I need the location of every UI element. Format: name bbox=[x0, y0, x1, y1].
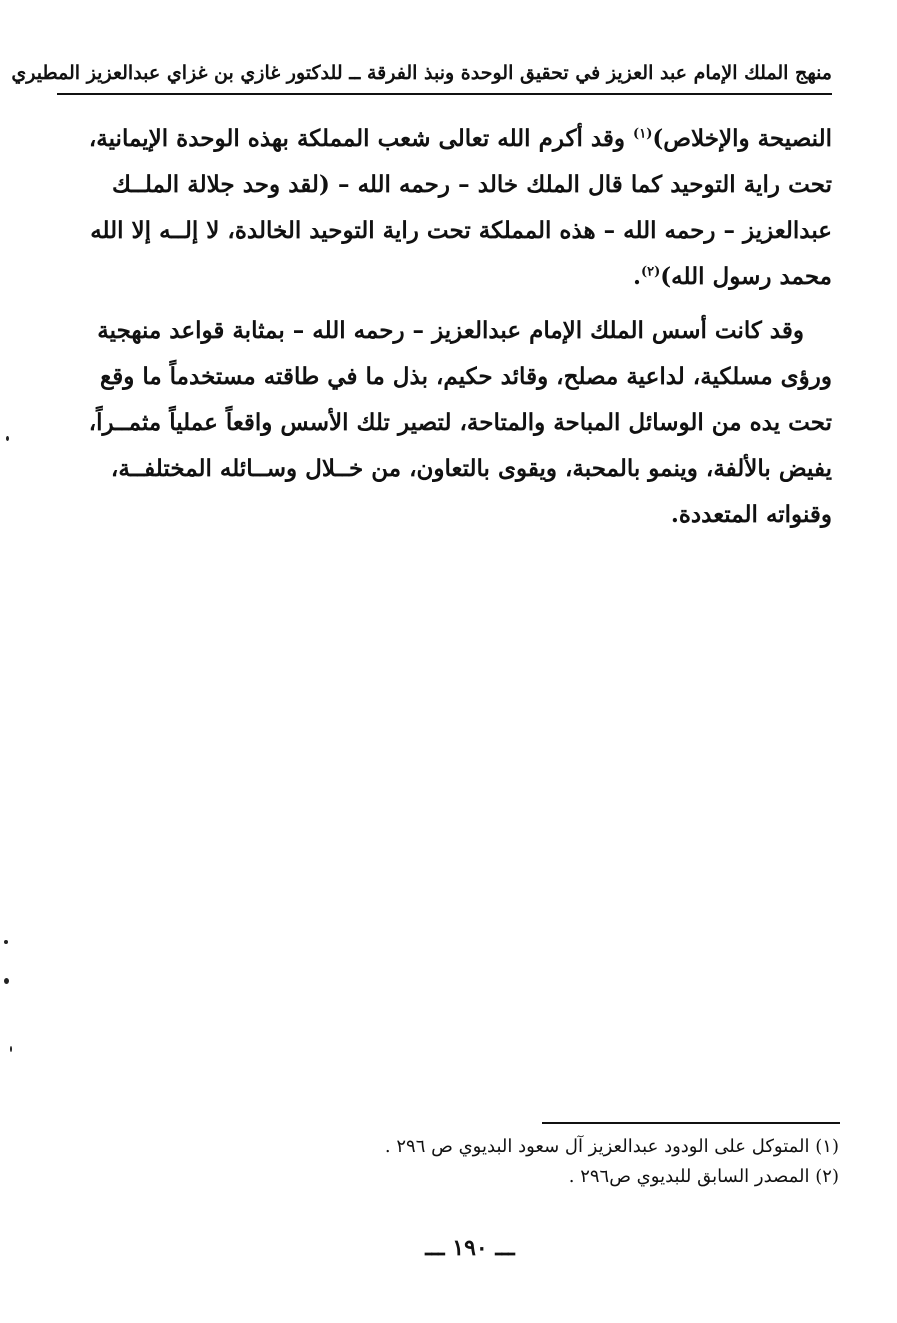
footnotes bbox=[279, 1132, 839, 1192]
scan-speck bbox=[10, 1046, 12, 1052]
footnote-2: (٢) المصدر السابق للبديوي ص٢٩٦ . bbox=[568, 1166, 839, 1187]
paragraph-1 bbox=[88, 116, 832, 300]
running-header: منهج الملك الإمام عبد العزيز في تحقيق الوحدة ونبذ الفرقة ــ للدكتور غازي بن غزاي عبدالعزيز المطيري bbox=[11, 62, 832, 84]
text-line: تحت يده من الوسائل المباحة والمتاحة، لتصير تلك الأسس واقعاً عملياً مثمــراً، bbox=[88, 409, 832, 436]
text-line: محمد رسول الله)$^{(٢)}$. bbox=[632, 263, 832, 290]
footnote-ref: (١) bbox=[633, 126, 653, 142]
text-line: يفيض بالألفة، وينمو بالمحبة، ويقوى بالتعاون، من خــلال وســائله المختلفــة، bbox=[110, 455, 832, 482]
footnote-ref: (٢) bbox=[640, 264, 661, 280]
scan-speck bbox=[6, 436, 9, 441]
body-text bbox=[88, 116, 832, 546]
text-line: ورؤى مسلكية، لداعية مصلح، وقائد حكيم، بذل ما في طاقته مستخدماً ما وقع bbox=[99, 363, 832, 390]
paragraph-2 bbox=[88, 308, 832, 538]
scan-speck bbox=[4, 940, 8, 944]
text-line: وقد كانت أسس الملك الإمام عبدالعزيز – رحمه الله – بمثابة قواعد منهجية bbox=[97, 317, 804, 344]
footnote-divider bbox=[542, 1122, 840, 1124]
scan-speck bbox=[4, 978, 9, 984]
text-line: النصيحة والإخلاص)$^{(١)}$ وقد أكرم الله تعالى شعب المملكة بهذه الوحدة الإيمانية، bbox=[88, 125, 832, 152]
text-line: عبدالعزيز – رحمه الله – هذه المملكة تحت راية التوحيد الخالدة، لا إلــه إلا الله bbox=[90, 217, 832, 244]
page-number: ـــ ١٩٠ ـــ bbox=[425, 1235, 515, 1261]
footnote-1: (١) المتوكل على الودود عبدالعزيز آل سعود البديوي ص ٢٩٦ . bbox=[384, 1136, 839, 1157]
header-divider bbox=[57, 93, 832, 95]
text-line: وقنواته المتعددة. bbox=[670, 501, 832, 528]
text-line: تحت راية التوحيد كما قال الملك خالد – رحمه الله – (لقد وحد جلالة الملــك bbox=[112, 171, 832, 198]
